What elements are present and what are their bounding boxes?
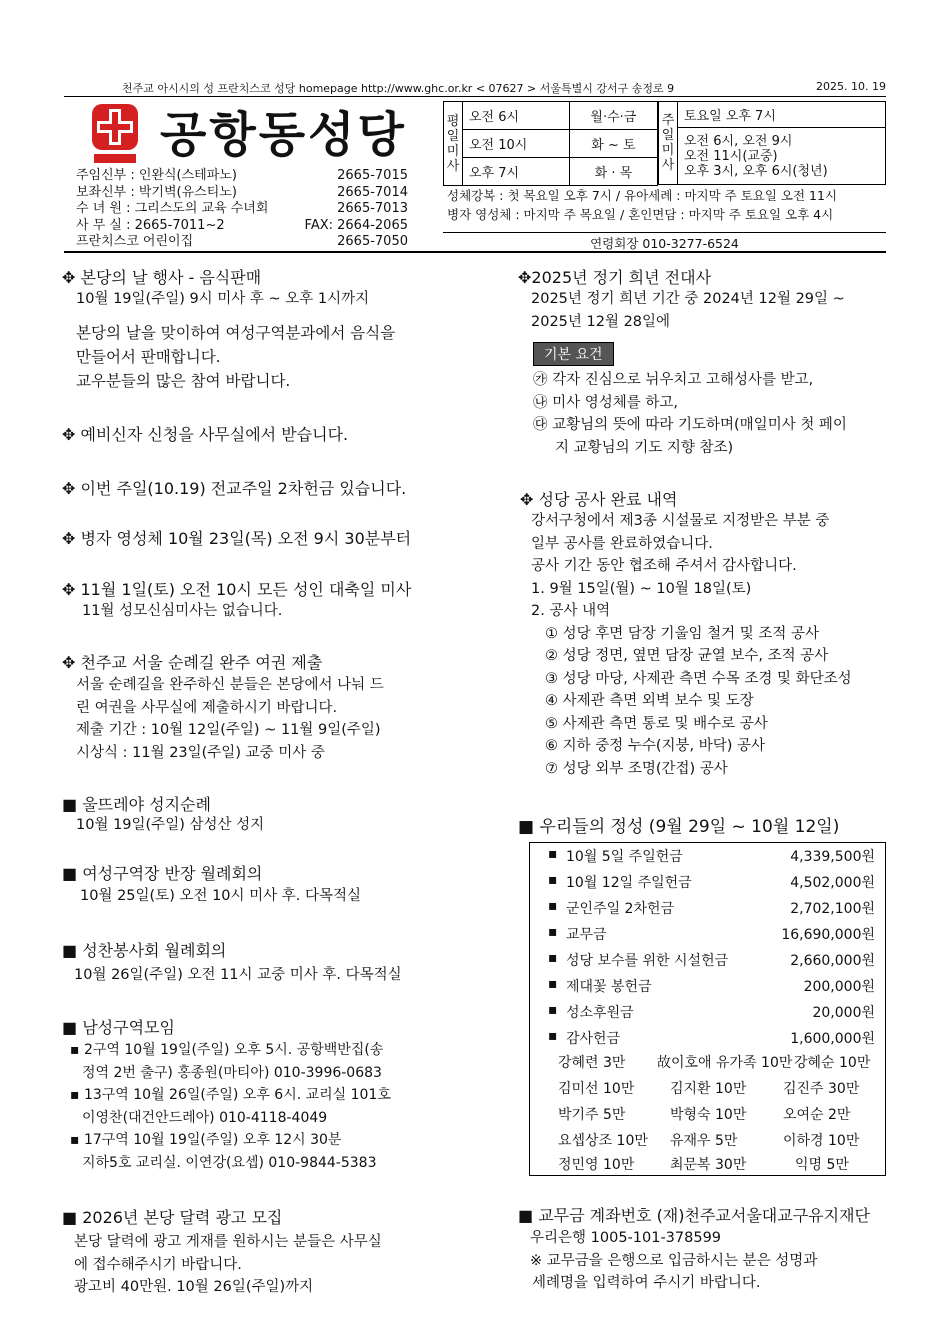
section-body bbox=[76, 288, 369, 311]
offering-item: ▪ 제대꽃 봉헌금 200,000원 bbox=[548, 976, 875, 995]
section-title: ✥ 본당의 날 행사 - 음식판매 bbox=[62, 268, 262, 287]
sunday-mass-time: 오전 6시, 오전 9시 bbox=[684, 133, 793, 149]
donor-entry: 김미선 10만 bbox=[558, 1081, 635, 1097]
body-line: 세례명을 입력하여 주시기 바랍니다. bbox=[532, 1275, 761, 1291]
body-line: ④ 사제관 측면 외벽 보수 및 도장 bbox=[545, 693, 754, 709]
donor-entry: 김지환 10만 bbox=[670, 1081, 747, 1097]
section-title: ■ 여성구역장 반장 월례회의 bbox=[62, 864, 263, 883]
bulletin-date: 2025. 10. 19 bbox=[816, 80, 886, 93]
section-title: ■ 2026년 본당 달력 광고 모집 bbox=[62, 1208, 283, 1227]
jubilee-body bbox=[531, 288, 845, 333]
offering-amount: 16,690,000원 bbox=[781, 927, 875, 943]
section-body bbox=[76, 814, 264, 837]
staff-phone: 2665-7015 bbox=[337, 168, 408, 183]
donor-entry: 정민영 10만 bbox=[558, 1157, 635, 1173]
donor-entry: 김진주 30만 bbox=[783, 1081, 860, 1097]
body-line: ③ 성당 마당, 사제관 측면 수목 조경 및 화단조성 bbox=[545, 670, 852, 687]
donor-entry: 강혜련 3만 bbox=[558, 1055, 626, 1071]
body-line: 10월 19일(주일) 9시 미사 후 ~ 오후 1시까지 bbox=[76, 291, 370, 307]
body-line: 2025년 12월 28일에 bbox=[531, 313, 671, 330]
requirement-item: ㉰ 교황님의 뜻에 따라 기도하며(매일미사 첫 페이 bbox=[533, 417, 847, 433]
sunday-mass-time: 오전 11시(교중) bbox=[684, 148, 778, 164]
offering-item: ▪ 교무금 16,690,000원 bbox=[548, 924, 875, 943]
offering-amount: 2,702,100원 bbox=[790, 901, 875, 917]
staff-phone: 2665-7013 bbox=[337, 201, 408, 216]
body-line: ▪ 13구역 10월 26일(주일) 오후 6시. 교리실 101호 bbox=[70, 1087, 391, 1103]
offering-name: 군인주일 2차헌금 bbox=[566, 901, 675, 917]
offering-amount: 2,660,000원 bbox=[790, 953, 875, 969]
body-line: ② 성당 정면, 옆면 담장 균열 보수, 조적 공사 bbox=[545, 648, 829, 664]
section-title: ✥ 이번 주일(10.19) 전교주일 2차헌금 있습니다. bbox=[62, 479, 407, 498]
offering-name: 성당 보수를 위한 시설헌금 bbox=[566, 953, 729, 969]
offering-name: 10월 5일 주일헌금 bbox=[566, 849, 683, 865]
donor-entry: 익명 5만 bbox=[795, 1157, 849, 1173]
mass-days: 화 ~ 토 bbox=[569, 130, 657, 158]
section-body bbox=[74, 1231, 382, 1299]
offering-item: ▪ 성소후원금 20,000원 bbox=[548, 1002, 875, 1021]
offering-name: 10월 12일 주일헌금 bbox=[566, 875, 692, 891]
offering-item: ▪ 10월 12일 주일헌금 4,502,000원 bbox=[548, 872, 875, 891]
section-title: ✥ 예비신자 신청을 사무실에서 받습니다. bbox=[62, 425, 349, 444]
mass-days: 화 · 목 bbox=[569, 158, 657, 186]
body-line: 10월 26일(주일) 오전 11시 교중 미사 후. 다목적실 bbox=[74, 967, 402, 983]
body-line: 본당의 날을 맞이하여 여성구역분과에서 음식을 bbox=[76, 324, 396, 342]
offering-amount: 20,000원 bbox=[812, 1005, 875, 1021]
body-line: 2025년 정기 희년 기간 중 2024년 12월 29일 ~ bbox=[531, 291, 845, 307]
requirement-item: 지 교황님의 기도 지향 참조) bbox=[555, 439, 734, 456]
body-line: 지하5호 교리실. 이연강(요셉) 010-9844-5383 bbox=[82, 1154, 377, 1171]
sacrament-notes bbox=[443, 186, 890, 224]
body-line: 시상식 : 11월 23일(주일) 교중 미사 중 bbox=[76, 744, 325, 761]
staff-role: 수 녀 원 : 그리스도의 교육 수녀회 bbox=[76, 201, 269, 216]
donor-entry: 이하경 10만 bbox=[783, 1133, 860, 1149]
section-title: ■ 남성구역모임 bbox=[62, 1018, 175, 1037]
section-title: ✥ 11월 1일(토) 오전 10시 모든 성인 대축일 미사 bbox=[62, 580, 412, 599]
body-line: 이영찬(대건안드레아) 010-4118-4049 bbox=[82, 1109, 328, 1126]
body-line: 11월 성모신심미사는 없습니다. bbox=[82, 603, 283, 619]
contact-line: 연령회장 010-3277-6524 bbox=[590, 236, 739, 251]
weekday-mass-label: 평일미사 bbox=[444, 102, 463, 186]
header-tagline: 천주교 아시시의 성 프란치스코 성당 homepage http://www.ghc.or.kr < 07627 > 서울특별시 강서구 송정로 9 bbox=[122, 82, 675, 95]
body-line: 1. 9월 15일(월) ~ 10월 18일(토) bbox=[531, 580, 752, 597]
offering-item: ▪ 성당 보수를 위한 시설헌금 2,660,000원 bbox=[548, 950, 875, 969]
body-line: ① 성당 후면 담장 기울임 철거 및 조적 공사 bbox=[545, 625, 819, 642]
body-line: 제출 기간 : 10월 12일(주일) ~ 11월 9일(주일) bbox=[76, 722, 381, 738]
donor-entry: 유재우 5만 bbox=[670, 1133, 738, 1149]
offering-name: 제대꽃 봉헌금 bbox=[566, 979, 652, 995]
weekday-mass-table bbox=[443, 101, 658, 186]
offerings-title: ■ 우리들의 정성 (9월 29일 ~ 10월 12일) bbox=[518, 817, 840, 837]
staff-phone: 2665-7050 bbox=[337, 234, 408, 249]
body-line: 교우분들의 많은 참여 바랍니다. bbox=[76, 372, 291, 390]
donor-entry: 박기주 5만 bbox=[558, 1107, 626, 1123]
offering-name: 교무금 bbox=[566, 927, 607, 943]
section-body bbox=[70, 1039, 391, 1174]
staff-role: 보좌신부 : 박기벽(유스티노) bbox=[76, 184, 237, 200]
section-body bbox=[76, 674, 384, 764]
body-line: 린 여권을 사무실에 제출하시기 바랍니다. bbox=[76, 699, 338, 716]
body-line: ▪ 17구역 10월 19일(주일) 오후 12시 30분 bbox=[70, 1132, 342, 1148]
donor-entry: 최문복 30만 bbox=[670, 1157, 747, 1173]
sunday-mass-time: 오후 3시, 오후 6시(청년) bbox=[684, 163, 828, 179]
offering-amount: 1,600,000원 bbox=[790, 1031, 875, 1047]
section-body bbox=[80, 885, 361, 908]
body-line: ⑦ 성당 외부 조명(간접) 공사 bbox=[545, 760, 728, 777]
notes-rule bbox=[443, 232, 886, 233]
note-line: 성체강복 : 첫 목요일 오후 7시 / 유아세례 : 마지막 주 토요일 오전 11시 bbox=[447, 188, 838, 203]
section-body bbox=[82, 600, 282, 623]
body-line: 정역 2번 출구) 홍종원(마티아) 010-3996-0683 bbox=[82, 1064, 382, 1081]
sunday-mass-table bbox=[658, 101, 886, 185]
mass-time: 오후 7시 bbox=[463, 158, 570, 186]
section-body bbox=[74, 964, 402, 987]
sunday-mass-label: 주일미사 bbox=[659, 102, 678, 185]
donor-entry: 강혜순 10만 bbox=[794, 1055, 871, 1071]
offering-item: ▪ 군인주일 2차헌금 2,702,100원 bbox=[548, 898, 875, 917]
parish-logo-icon bbox=[92, 104, 138, 166]
section-title: ✥ 병자 영성체 10월 23일(목) 오전 9시 30분부터 bbox=[62, 529, 412, 548]
body-line: ⑤ 사제관 측면 통로 및 배수로 공사 bbox=[545, 715, 768, 732]
section-title: ■ 울뜨레야 성지순례 bbox=[62, 795, 211, 814]
staff-phone: 2665-7014 bbox=[337, 184, 408, 200]
body-line: 우리은행 1005-101-378599 bbox=[530, 1230, 722, 1246]
offering-name: 감사헌금 bbox=[566, 1031, 621, 1047]
body-line: ※ 교무금을 은행으로 입금하시는 분은 성명과 bbox=[530, 1252, 818, 1269]
mass-days: 월·수·금 bbox=[569, 102, 657, 130]
construction-body bbox=[531, 510, 852, 780]
body-line: ⑥ 지하 중정 누수(지붕, 바닥) 공사 bbox=[545, 738, 766, 754]
body-line: 2. 공사 내역 bbox=[531, 603, 611, 619]
account-title: ■ 교무금 계좌번호 (재)천주교서울대교구유지재단 bbox=[518, 1206, 870, 1225]
requirement-item: ㉮ 각자 진심으로 뉘우치고 고해성사를 받고, bbox=[533, 372, 814, 388]
offerings-box bbox=[529, 842, 886, 1176]
offering-item: ▪ 10월 5일 주일헌금 4,339,500원 bbox=[548, 846, 875, 865]
note-line: 병자 영성체 : 마지막 주 목요일 / 혼인면담 : 마지막 주 토요일 오후 4시 bbox=[447, 207, 834, 222]
requirements-list bbox=[533, 369, 847, 459]
header-bottom-rule bbox=[64, 251, 886, 253]
staff-role: 프란치스코 어린이집 bbox=[76, 234, 194, 249]
body-line: 일부 공사를 완료하였습니다. bbox=[531, 535, 713, 552]
requirement-item: ㉯ 미사 영성체를 하고, bbox=[533, 394, 678, 411]
donor-entry: 요셉상조 10만 bbox=[558, 1133, 648, 1149]
parish-name: 공항동성당 bbox=[160, 107, 407, 163]
offering-item: ▪ 감사헌금 1,600,000원 bbox=[548, 1028, 875, 1047]
mass-time: 오전 6시 bbox=[463, 102, 570, 130]
staff-role: 주임신부 : 인완식(스테파노) bbox=[76, 168, 237, 183]
account-body bbox=[530, 1227, 817, 1295]
body-line: 서울 순례길을 완주하신 분들은 본당에서 나눠 드 bbox=[76, 677, 384, 693]
body-line: 강서구청에서 제3종 시설물로 지정받은 부분 중 bbox=[531, 513, 830, 529]
badge-label: 기본 요건 bbox=[533, 342, 614, 366]
offering-amount: 4,339,500원 bbox=[790, 849, 875, 865]
section-body bbox=[76, 321, 395, 393]
offering-amount: 4,502,000원 bbox=[790, 875, 875, 891]
body-line: 본당 달력에 광고 게재를 원하시는 분들은 사무실 bbox=[74, 1234, 382, 1250]
donor-entry: 오여순 2만 bbox=[783, 1107, 851, 1123]
staff-list bbox=[76, 168, 416, 251]
jubilee-title: ✥2025년 정기 희년 전대사 bbox=[518, 268, 712, 287]
offering-amount: 200,000원 bbox=[803, 979, 875, 995]
donor-entry: 박형숙 10만 bbox=[670, 1107, 747, 1123]
mass-time: 오전 10시 bbox=[463, 130, 570, 158]
section-title: ■ 성찬봉사회 월례회의 bbox=[62, 941, 227, 960]
body-line: 공사 기간 동안 협조해 주셔서 감사합니다. bbox=[531, 558, 797, 574]
staff-role: 사 무 실 : 2665-7011~2 bbox=[76, 217, 225, 233]
body-line: 에 접수해주시기 바랍니다. bbox=[74, 1256, 242, 1273]
body-line: 광고비 40만원. 10월 26일(주일)까지 bbox=[74, 1279, 314, 1295]
staff-phone: FAX: 2664-2065 bbox=[304, 217, 408, 233]
construction-title: ✥ 성당 공사 완료 내역 bbox=[520, 490, 678, 509]
offering-name: 성소후원금 bbox=[566, 1005, 634, 1021]
section-title: ✥ 천주교 서울 순례길 완주 여권 제출 bbox=[62, 653, 323, 672]
body-line: ▪ 2구역 10월 19일(주일) 오후 5시. 공항백반집(송 bbox=[70, 1042, 384, 1058]
donor-entry: 故이호애 유가족 10만 bbox=[657, 1055, 793, 1071]
body-line: 10월 19일(주일) 삼성산 성지 bbox=[76, 817, 265, 833]
requirements-badge bbox=[533, 342, 614, 366]
body-line: 10월 25일(토) 오전 10시 미사 후. 다목적실 bbox=[80, 888, 362, 904]
sunday-vigil-mass: 토요일 오후 7시 bbox=[678, 102, 886, 128]
body-line: 만들어서 판매합니다. bbox=[76, 348, 221, 366]
